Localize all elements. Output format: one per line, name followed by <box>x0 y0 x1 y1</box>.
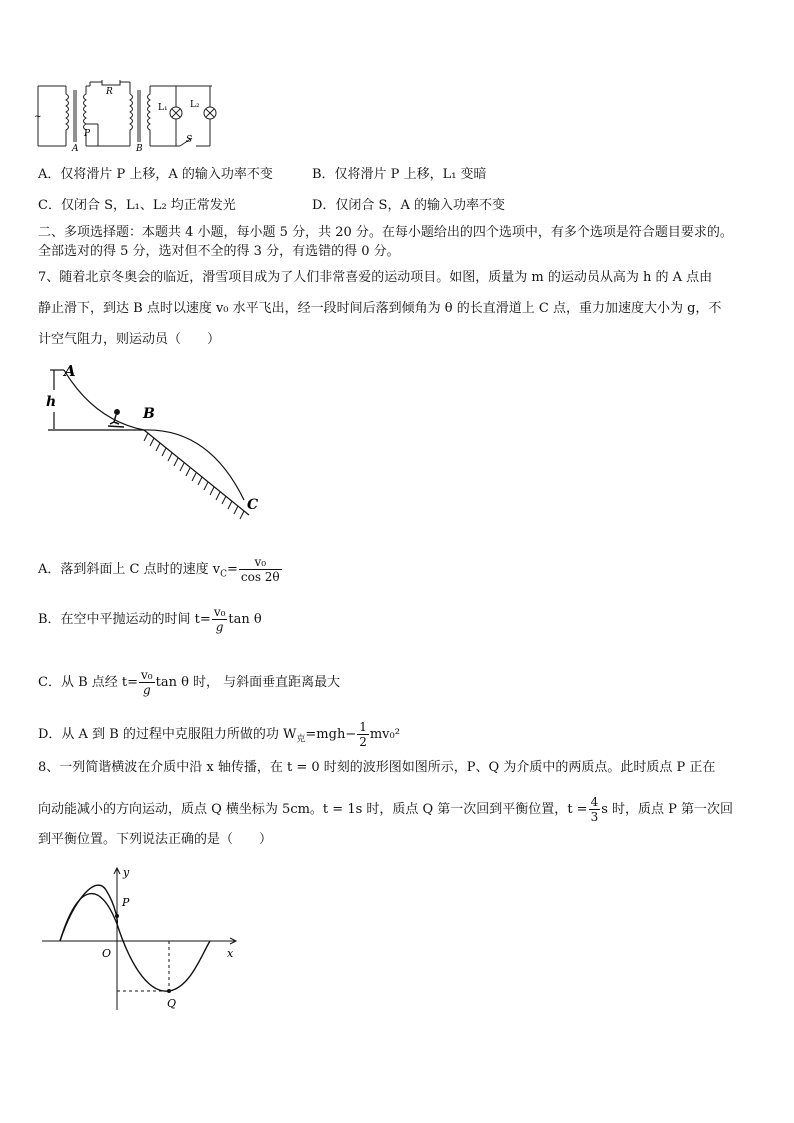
slider-p-label: P <box>84 129 91 139</box>
section2-line1: 二、多项选择题：本题共 4 小题，每小题 5 分，共 20 分。在每小题给出的四个选项中，有多个选项是符合题目要求的。 <box>38 225 733 240</box>
q7-option-c-denominator: g <box>142 683 151 697</box>
q7-option-b-numerator: v₀ <box>213 605 226 619</box>
q6-option-c: C．仅闭合 S，L₁、L₂ 均正常发光 <box>38 198 236 213</box>
q7-option-c <box>38 668 340 697</box>
q7-option-c-numerator: v₀ <box>141 668 153 682</box>
q7-option-b-fraction <box>212 605 228 634</box>
q8-stem-line1: 8、一列简谐横波在介质中沿 x 轴传播，在 t = 0 时刻的波形图如图所示，P、Q 为介质中的两质点。此时质点 P 正在 <box>38 760 716 775</box>
lamp-l1-label: L₁ <box>158 103 168 113</box>
q6-option-b: B．仅将滑片 P 上移，L₁ 变暗 <box>312 167 487 182</box>
q7-option-d-suffix: mv₀² <box>369 727 400 742</box>
q8-stem-line3: 到平衡位置。下列说法正确的是（ ） <box>38 832 273 847</box>
q8-time-denominator: 3 <box>590 810 599 824</box>
q8-time-numerator: 4 <box>590 795 599 809</box>
q7-option-b-text: B．在空中平抛运动的时间 t= <box>38 612 211 627</box>
transformer-circuit-figure <box>30 80 225 152</box>
q8-stem-line2-text: 向动能减小的方向运动，质点 Q 横坐标为 5cm。t = 1s 时，质点 Q 第一次回到平衡位置，t = <box>38 802 588 817</box>
q7-option-a-denominator: cos 2θ <box>240 570 280 584</box>
q7-option-d-text: D．从 A 到 B 的过程中克服阻力所做的功 W <box>38 727 297 742</box>
q7-option-a <box>38 555 283 584</box>
q7-stem-line1: 7、随着北京冬奥会的临近，滑雪项目成为了人们非常喜爱的运动项目。如图，质量为 m 的运动员从高为 h 的 A 点由 <box>38 270 713 285</box>
q7-option-d-mid: =mgh− <box>305 727 357 742</box>
switch-s-label: S <box>186 135 193 145</box>
q7-option-b <box>38 605 262 634</box>
skier-icon <box>108 410 124 427</box>
q7-option-d-numerator: 1 <box>359 720 367 734</box>
q7-option-d <box>38 720 400 749</box>
wave-graph-figure <box>38 862 243 1014</box>
q7-option-a-text: A．落到斜面上 C 点时的速度 v <box>38 562 221 577</box>
q8-time-fraction <box>589 795 601 824</box>
section2-line2: 全部选对的得 5 分，选对但不全的得 3 分，有选错的得 0 分。 <box>38 244 400 259</box>
q7-option-b-denominator: g <box>215 620 224 634</box>
q8-stem-line2-tail: s 时，质点 P 第一次回 <box>601 802 734 817</box>
q7-option-c-text: C．从 B 点经 t= <box>38 675 139 690</box>
height-h-label: h <box>46 394 57 410</box>
resistor-label: R <box>106 87 113 97</box>
q7-option-a-eq: = <box>226 562 238 577</box>
q7-option-a-subscript: C <box>220 569 227 580</box>
x-axis-label: x <box>227 947 234 960</box>
y-axis-label: y <box>123 866 130 879</box>
point-p-label: P <box>122 896 130 909</box>
q7-option-b-suffix: tan θ <box>228 612 262 627</box>
transformer-b-label: B <box>136 144 143 152</box>
point-q-marker <box>167 989 171 993</box>
q8-stem-line2 <box>38 795 733 824</box>
q7-option-d-fraction <box>357 720 369 749</box>
q7-option-d-denominator: 2 <box>359 735 367 749</box>
ac-source-symbol: ~ <box>34 112 42 122</box>
point-b-label: B <box>143 406 155 422</box>
origin-label: O <box>102 947 112 960</box>
q7-option-c-fraction <box>139 668 155 697</box>
point-a-label: A <box>64 362 76 380</box>
point-p-marker <box>115 914 119 918</box>
transformer-a-label: A <box>72 144 79 152</box>
lamp-l2-label: L₂ <box>190 100 200 110</box>
q7-stem-line3: 计空气阻力，则运动员（ ） <box>38 332 221 347</box>
ski-slope-figure <box>44 360 274 530</box>
q7-option-a-fraction <box>239 555 282 584</box>
point-c-label: C <box>247 497 259 513</box>
q7-option-a-numerator: v₀ <box>239 555 282 570</box>
q7-option-d-subscript: 克 <box>296 734 306 745</box>
q7-stem-line2: 静止滑下，到达 B 点时以速度 v₀ 水平飞出，经一段时间后落到倾角为 θ 的长直滑道上 C 点，重力加速度大小为 g，不 <box>38 301 722 316</box>
q6-option-d: D．仅闭合 S，A 的输入功率不变 <box>312 198 505 213</box>
point-q-label: Q <box>167 997 177 1010</box>
q7-option-c-suffix: tan θ 时， 与斜面垂直距离最大 <box>155 675 341 690</box>
q6-option-a: A．仅将滑片 P 上移，A 的输入功率不变 <box>38 167 273 182</box>
